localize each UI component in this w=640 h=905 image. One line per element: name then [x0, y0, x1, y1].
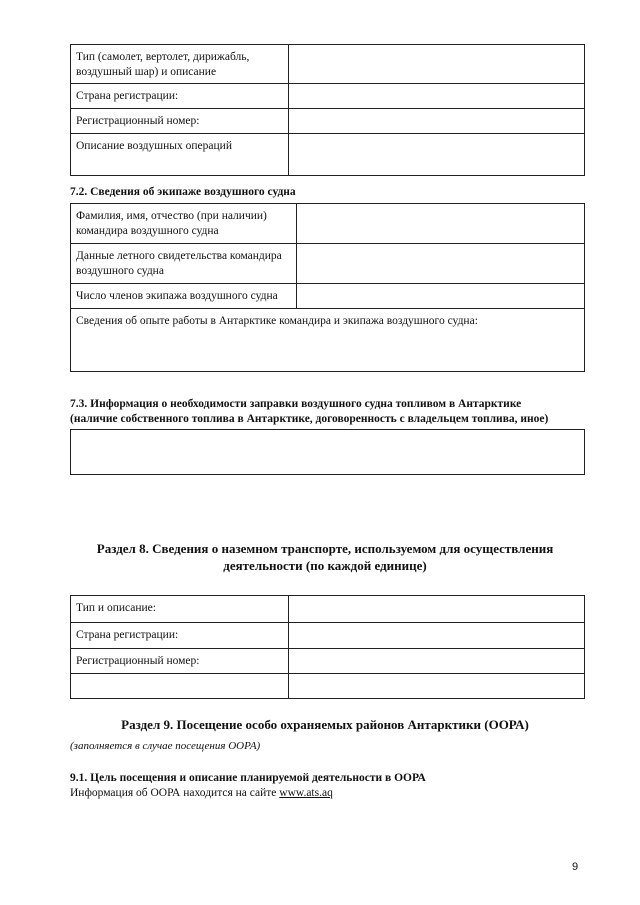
- section-7-3-heading-line2: (наличие собственного топлива в Антарктике, договоренность с владельцем топлива, иное): [70, 413, 549, 425]
- ats-website-link[interactable]: www.ats.aq: [279, 787, 333, 799]
- vehicle-registration-field[interactable]: [289, 649, 585, 674]
- aircraft-operations-label: Описание воздушных операций: [71, 134, 289, 176]
- aircraft-operations-field[interactable]: [289, 134, 585, 176]
- commander-name-label: Фамилия, имя, отчество (при наличии) командира воздушного судна: [71, 204, 297, 244]
- commander-name-field[interactable]: [297, 204, 585, 244]
- vehicle-country-label: Страна регистрации:: [71, 623, 289, 649]
- crew-experience-label: Сведения об опыте работы в Антарктике командира и экипажа воздушного судна:: [76, 315, 478, 327]
- fuel-info-field[interactable]: [71, 430, 585, 475]
- crew-table: [70, 203, 585, 372]
- vehicle-country-field[interactable]: [289, 623, 585, 649]
- section-7-3-heading-line1: 7.3. Информация о необходимости заправки воздушного судна топливом в Антарктике: [70, 398, 522, 410]
- section-8-title-line1: Раздел 8. Сведения о наземном транспорте, используемом для осуществления: [96, 541, 554, 556]
- ooara-info-prefix: Информация об ООРА находится на сайте: [70, 787, 280, 799]
- fuel-table: [70, 429, 585, 475]
- vehicle-type-field[interactable]: [289, 596, 585, 623]
- ground-transport-table: [70, 595, 585, 699]
- aircraft-table: [70, 44, 585, 176]
- pilot-license-label: Данные летного свидетельства командира воздушного судна: [71, 244, 297, 284]
- section-9-note: (заполняется в случае посещения ООРА): [70, 740, 261, 752]
- vehicle-extra-field[interactable]: [289, 674, 585, 699]
- aircraft-type-label: Тип (самолет, вертолет, дирижабль, воздушный шар) и описание: [71, 45, 289, 84]
- crew-experience-field[interactable]: [71, 309, 585, 372]
- crew-count-label: Число членов экипажа воздушного судна: [71, 284, 297, 309]
- section-7-2-heading: 7.2. Сведения об экипаже воздушного судна: [70, 186, 296, 198]
- section-9-title: Раздел 9. Посещение особо охраняемых районов Антарктики (ООРА): [121, 717, 529, 732]
- pilot-license-field[interactable]: [297, 244, 585, 284]
- aircraft-registration-label: Регистрационный номер:: [71, 109, 289, 134]
- aircraft-country-label: Страна регистрации:: [71, 84, 289, 109]
- ooara-info-text: [70, 787, 333, 799]
- crew-count-field[interactable]: [297, 284, 585, 309]
- page-number: 9: [572, 861, 579, 873]
- vehicle-type-label: Тип и описание:: [71, 596, 289, 623]
- section-8-title-line2: деятельности (по каждой единице): [223, 558, 427, 573]
- aircraft-country-field[interactable]: [289, 84, 585, 109]
- vehicle-extra-label[interactable]: [71, 674, 289, 699]
- vehicle-registration-label: Регистрационный номер:: [71, 649, 289, 674]
- aircraft-type-field[interactable]: [289, 45, 585, 84]
- aircraft-registration-field[interactable]: [289, 109, 585, 134]
- section-9-1-heading: 9.1. Цель посещения и описание планируемой деятельности в ООРА: [70, 772, 426, 784]
